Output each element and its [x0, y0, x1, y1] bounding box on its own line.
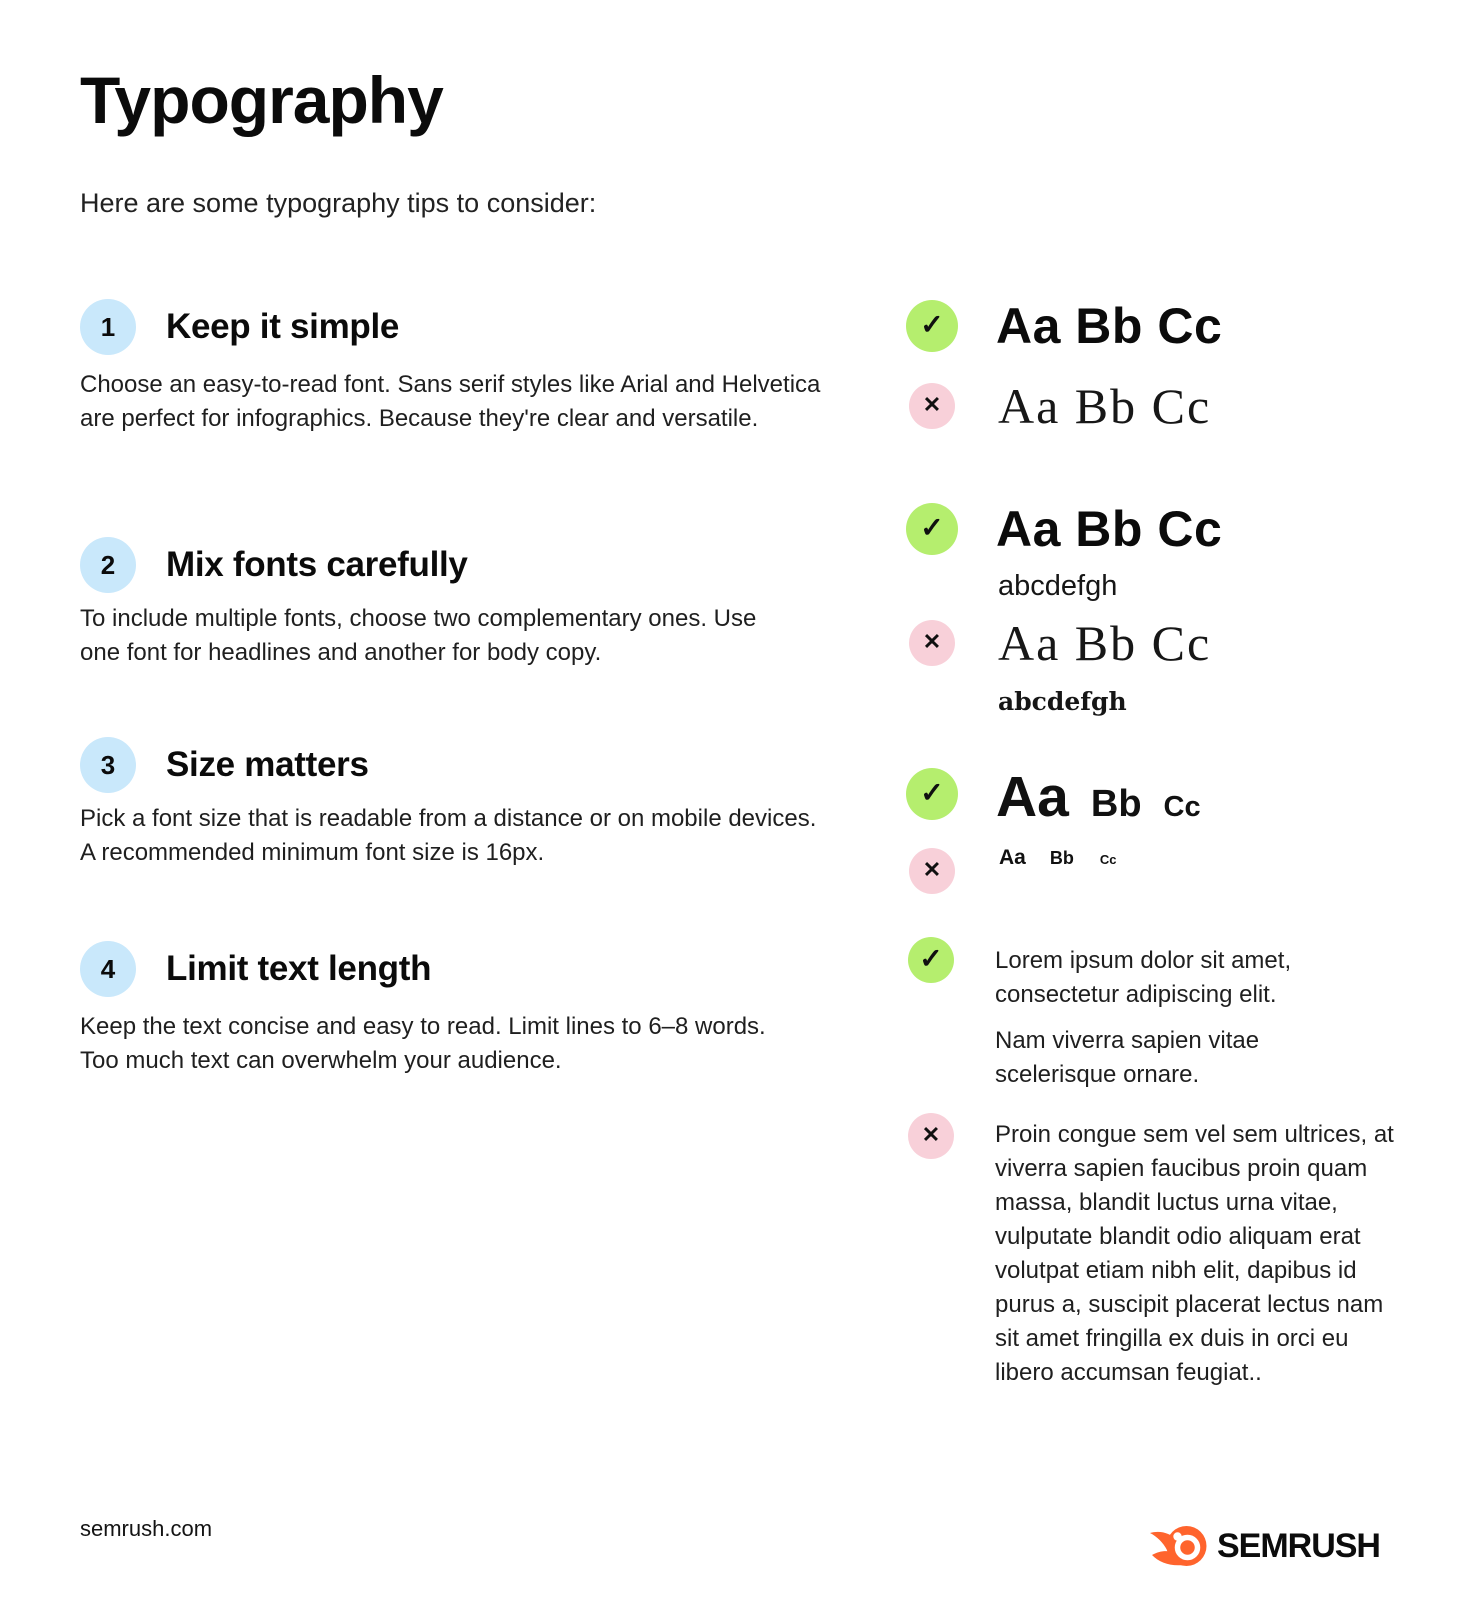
cross-icon: ✕ [909, 848, 955, 894]
tip-4-header [80, 941, 431, 997]
cross-icon: ✕ [909, 383, 955, 429]
text-length-good-paragraph-2: Nam viverra sapien vitae scelerisque ornare. [995, 1027, 1260, 1088]
font-size-good-small: Cc [1163, 791, 1201, 823]
tip-3-header [80, 737, 369, 793]
check-icon: ✓ [908, 937, 954, 983]
tip-1-body: Choose an easy-to-read font. Sans serif styles like Arial and Helvetica are perfect for infographics. Because they're clear and versatile. [80, 371, 821, 432]
tip-2-title: Mix fonts carefully [166, 545, 468, 584]
tip-1-title: Keep it simple [166, 307, 400, 346]
step-3-badge: 3 [80, 737, 136, 793]
font-style-bad-sample: Aa Bb Cc [998, 378, 1212, 434]
text-length-good-sample [995, 944, 1345, 1092]
font-size-bad-small: Cc [1099, 852, 1117, 867]
semrush-logo [1149, 1524, 1380, 1568]
font-pairing-good-row [906, 501, 1222, 557]
footer-site-url: semrush.com [80, 1516, 213, 1541]
font-pairing-good-body: abcdefgh [998, 570, 1118, 602]
font-style-good-sample: Aa Bb Cc [996, 298, 1223, 354]
page-subtitle: Here are some typography tips to consider: [80, 188, 597, 218]
text-length-bad-sample [995, 1118, 1397, 1390]
font-pairing-good-heading: Aa Bb Cc [996, 501, 1223, 557]
page-title: Typography [80, 63, 443, 137]
font-pairing-bad-row [909, 617, 1211, 669]
semrush-wordmark: SEMRUSH [1216, 1526, 1380, 1565]
tip-2-header [80, 537, 468, 593]
text-length-good-paragraph-1: Lorem ipsum dolor sit amet, consectetur adipiscing elit. [995, 947, 1292, 1008]
cross-icon: ✕ [908, 1113, 954, 1159]
check-icon: ✓ [906, 768, 958, 820]
tip-3-title: Size matters [166, 745, 369, 784]
check-icon: ✓ [906, 503, 958, 555]
font-size-bad-row [909, 846, 1116, 896]
font-size-good-large: Aa [996, 765, 1069, 829]
tip-3-body: Pick a font size that is readable from a distance or on mobile devices. A recommended minimum font size is 16px. [80, 805, 817, 866]
tip-2-body: To include multiple fonts, choose two complementary ones. Use one font for headlines and another for body copy. [80, 605, 757, 666]
semrush-flame-icon [1149, 1524, 1207, 1568]
check-icon: ✓ [906, 300, 958, 352]
font-size-bad-medium: Bb [1049, 848, 1074, 868]
tip-4-body: Keep the text concise and easy to read. Limit lines to 6–8 words. Too much text can overwhelm your audience. [80, 1013, 766, 1074]
text-length-bad-paragraph: Proin congue sem vel sem ultrices, at viverra sapien faucibus proin quam massa, blandit luctus urna vitae, vulputate blandit odio aliquam erat volutpat etiam nibh elit, dapibus id purus a, suscipit placerat lectus nam sit amet fringilla ex duis in orci eu libero accumsan feugiat.. [995, 1121, 1394, 1386]
step-4-badge: 4 [80, 941, 136, 997]
font-size-bad-large: Aa [999, 846, 1026, 869]
font-style-good-row [906, 296, 1222, 356]
font-pairing-bad-body: abcdefgh [998, 687, 1127, 716]
font-size-good-medium: Bb [1090, 783, 1142, 825]
tip-1-header [80, 299, 399, 355]
step-1-badge: 1 [80, 299, 136, 355]
tip-4-title: Limit text length [166, 949, 432, 988]
font-style-bad-row [909, 380, 1211, 432]
font-size-good-row [906, 764, 1201, 829]
step-2-badge: 2 [80, 537, 136, 593]
font-pairing-bad-heading: Aa Bb Cc [998, 615, 1212, 671]
cross-icon: ✕ [909, 620, 955, 666]
